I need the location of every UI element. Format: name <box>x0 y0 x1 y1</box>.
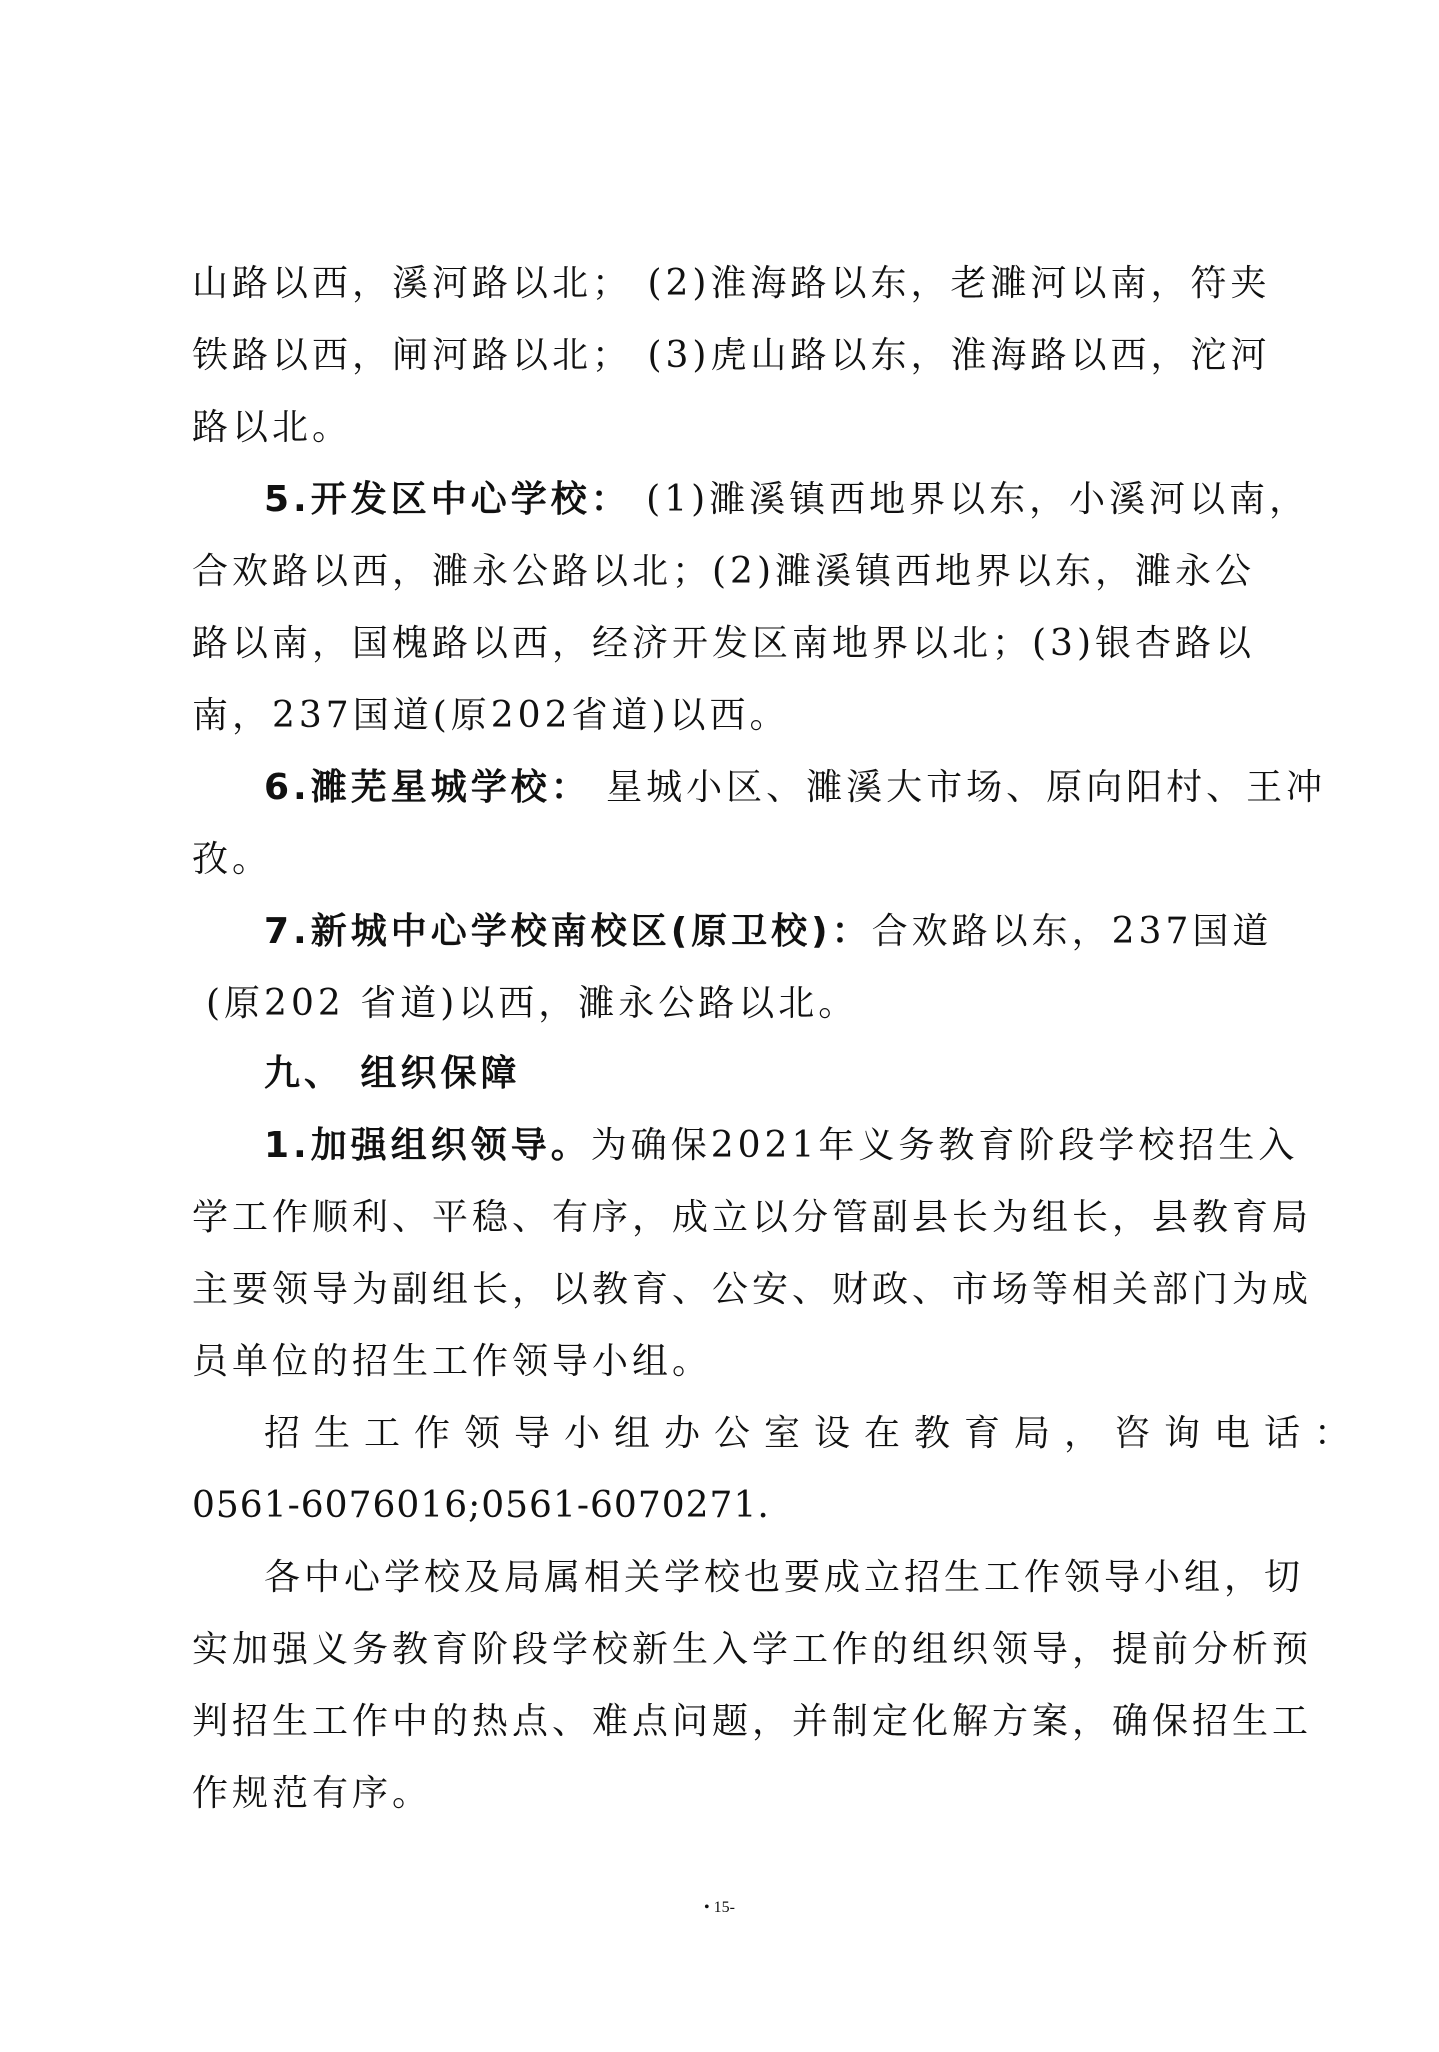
item-5-label: 5.开发区中心学校： <box>264 479 631 520</box>
paragraph-line <box>192 1698 1313 1746</box>
text: (1)濉溪镇西地界以东，小溪河以南， <box>630 479 1310 520</box>
section-1-label: 1.加强组织领导。 <box>264 1125 591 1166</box>
text: 铁路以西，闸河路以北； (3)虎山路以东，淮海路以西，沱河 <box>192 335 1271 376</box>
item-7-label: 7.新城中心学校南校区(原卫校)： <box>264 911 872 952</box>
text: 九、 组织保障 <box>264 1053 521 1094</box>
phone-line <box>192 1482 1272 1530</box>
section-1-line <box>192 1266 1313 1314</box>
office-line <box>264 1410 1365 1458</box>
paragraph-line <box>192 332 1272 380</box>
text: 合欢路以西，濉永公路以北；(2)濉溪镇西地界以东，濉永公 <box>192 551 1255 592</box>
text: 学工作顺利、平稳、有序，成立以分管副县长为组长，县教育局 <box>192 1197 1313 1238</box>
text: 实加强义务教育阶段学校新生入学工作的组织领导，提前分析预 <box>192 1629 1313 1670</box>
text: 路以南，国槐路以西，经济开发区南地界以北；(3)银杏路以 <box>192 623 1255 664</box>
text: 为确保2021年义务教育阶段学校招生入 <box>590 1125 1299 1166</box>
text: 主要领导为副组长，以教育、公安、财政、市场等相关部门为成 <box>192 1269 1313 1310</box>
section-1-line <box>264 1122 1344 1170</box>
section-1-line <box>192 1338 1272 1386</box>
text: 判招生工作中的热点、难点问题，并制定化解方案，确保招生工 <box>192 1701 1313 1742</box>
item-6-line <box>264 764 1344 812</box>
item-5-line <box>192 548 1272 596</box>
item-6-label: 6.濉芜星城学校： <box>264 767 591 808</box>
paragraph-line <box>192 1770 1272 1818</box>
item-7-line <box>264 908 1344 956</box>
section-heading <box>264 1050 1344 1098</box>
text: 员单位的招生工作领导小组。 <box>192 1341 713 1382</box>
text: 招生工作领导小组办公室设在教育局，咨询电话： <box>264 1413 1365 1454</box>
paragraph-line <box>192 404 1272 452</box>
paragraph-line <box>264 1554 1344 1602</box>
item-5-line <box>264 476 1344 524</box>
phone-numbers: 0561-6076016;0561-6070271. <box>192 1485 770 1526</box>
text: 孜。 <box>192 839 273 880</box>
text: 南，237国道(原202省道)以西。 <box>192 695 790 736</box>
item-5-line <box>192 620 1272 668</box>
text: 各中心学校及局属相关学校也要成立招生工作领导小组，切 <box>264 1557 1305 1598</box>
text: 山路以西，溪河路以北； (2)淮海路以东，老濉河以南，符夹 <box>192 263 1271 304</box>
paragraph-line <box>192 1626 1313 1674</box>
page-number: • 15- <box>704 1899 735 1916</box>
item-7-line <box>206 980 1286 1028</box>
item-6-line <box>192 836 1272 884</box>
item-5-line <box>192 692 1272 740</box>
text: 星城小区、濉溪大市场、原向阳村、王冲 <box>590 767 1327 808</box>
text: 作规范有序。 <box>192 1773 433 1814</box>
text: (原202 省道)以西，濉永公路以北。 <box>206 983 859 1024</box>
text: 路以北。 <box>192 407 353 448</box>
paragraph-line <box>192 260 1272 308</box>
section-1-line <box>192 1194 1313 1242</box>
text: 合欢路以东，237国道 <box>871 911 1273 952</box>
